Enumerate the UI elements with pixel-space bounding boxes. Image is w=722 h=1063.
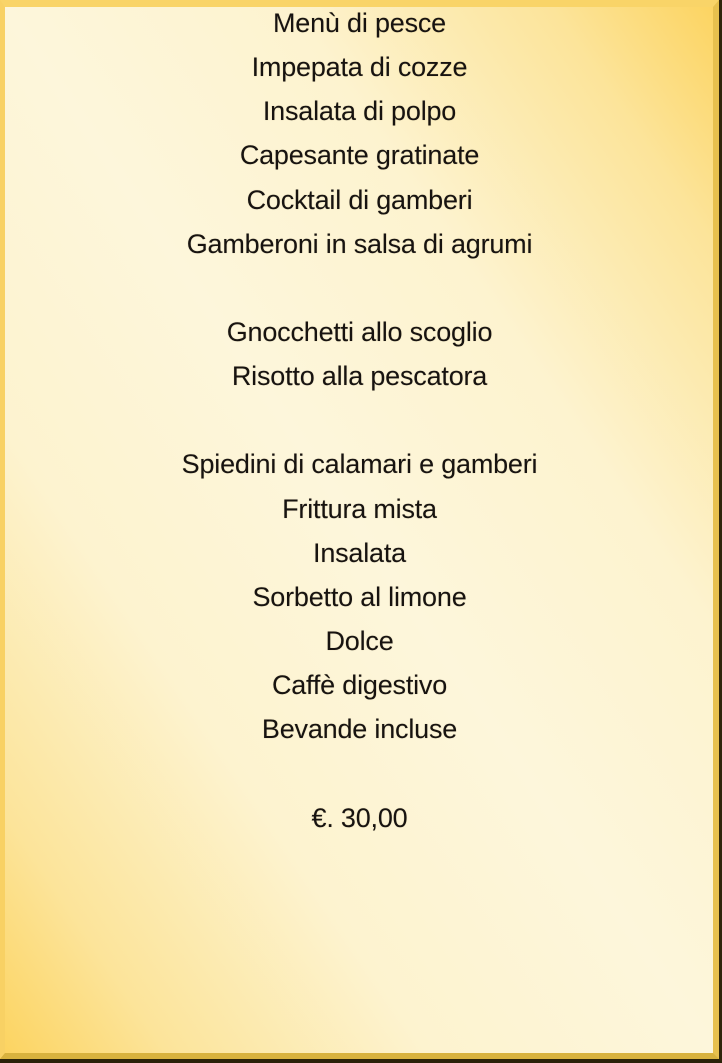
menu-line: Capesante gratinate <box>239 140 480 171</box>
menu-price: €. 30,00 <box>311 802 408 833</box>
menu-blank-line <box>0 398 719 442</box>
menu-line: Bevande incluse <box>261 714 458 745</box>
menu-line: Risotto alla pescatora <box>231 361 488 392</box>
menu-line: Gamberoni in salsa di agrumi <box>186 228 533 259</box>
menu-line: Cocktail di gamberi <box>246 184 473 215</box>
menu-line: Insalata di polpo <box>262 96 457 127</box>
menu-line: Dolce <box>325 625 394 656</box>
menu-line: Spiedini di calamari e gamberi <box>181 449 538 480</box>
menu-blank-line <box>0 266 719 310</box>
menu-line: Impepata di cozze <box>251 52 468 83</box>
menu-line: Caffè digestivo <box>271 670 448 701</box>
menu-line: Sorbetto al limone <box>252 581 467 612</box>
menu-title: Menù di pesce <box>272 8 446 38</box>
menu-blank-line <box>0 751 719 795</box>
menu-line: Gnocchetti allo scoglio <box>226 316 493 347</box>
menu-line: Frittura mista <box>282 493 437 524</box>
menu-line: Insalata <box>313 537 406 568</box>
